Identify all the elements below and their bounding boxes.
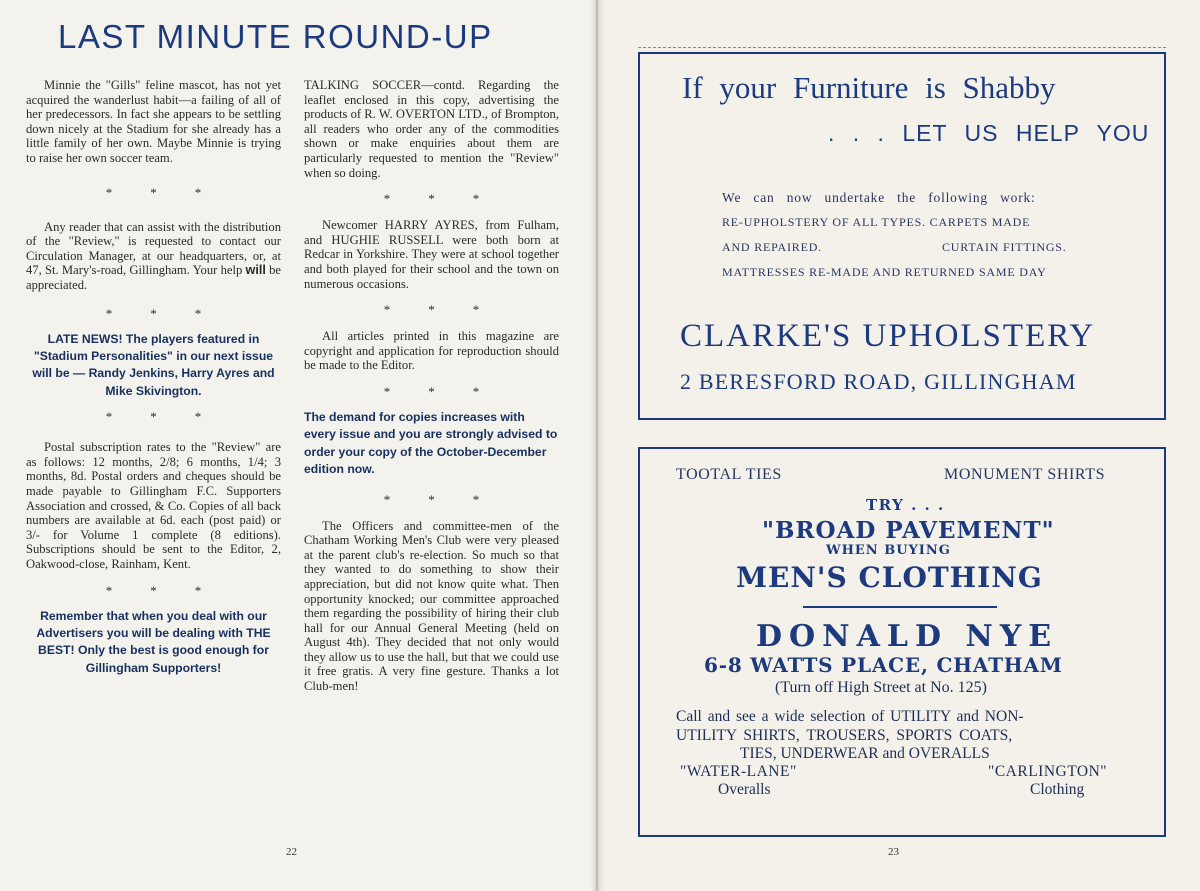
separator: * * * <box>105 409 202 425</box>
demand-note: The demand for copies increases with every issue and you are strongly advised to order your copy of the October-December edition now. <box>304 409 558 477</box>
try-text: TRY . . . <box>866 496 945 514</box>
broad-pavement-text: "BROAD PAVEMENT" <box>762 517 1055 544</box>
separator: * * * <box>105 582 202 598</box>
ad-subhead: . . . LET US HELP YOU <box>828 120 1150 146</box>
ad-headline: If your Furniture is Shabby <box>682 70 1056 105</box>
business-address: 6-8 WATTS PLACE, CHATHAM <box>704 653 1063 677</box>
brand-right: MONUMENT SHIRTS <box>944 466 1106 483</box>
when-buying-text: WHEN BUYING <box>826 543 951 558</box>
clothing-label: Clothing <box>1030 781 1085 798</box>
page-heading: LAST MINUTE ROUND-UP <box>58 18 493 55</box>
left-column <box>26 78 281 677</box>
book-gutter <box>590 0 604 891</box>
page-number: 22 <box>286 846 297 858</box>
top-rule <box>638 47 1166 48</box>
overalls-label: Overalls <box>718 781 771 798</box>
services-line: AND REPAIRED. <box>722 240 822 254</box>
right-column <box>304 78 559 694</box>
separator: * * * <box>383 191 480 207</box>
separator: * * * <box>383 383 480 399</box>
separator: * * * <box>383 302 480 318</box>
directions-text: (Turn off High Street at No. 125) <box>775 679 987 696</box>
selection-line: Call and see a wide selection of UTILITY and NON- <box>676 708 1024 725</box>
selection-line: TIES, UNDERWEAR and OVERALLS <box>740 745 990 762</box>
selection-line: UTILITY SHIRTS, TROUSERS, SPORTS COATS, <box>676 727 1013 744</box>
mascot-paragraph: Minnie the "Gills" feline mascot, has not yet acquired the wanderlust habit—a failing of all of her predecessors. In fact she appears to be settling down nicely at the Stadium for she already has a little family of her own. Maybe Minnie is trying to raise her own soccer team. <box>26 78 281 165</box>
business-address: 2 BERESFORD ROAD, GILLINGHAM <box>680 369 1077 394</box>
separator: * * * <box>105 305 202 321</box>
late-news-note: LATE NEWS! The players featured in "Stadium Personalities" in our next issue will be — Randy Jenkins, Harry Ayres and Mike Skivington. <box>32 331 275 398</box>
water-lane-brand: "WATER-LANE" <box>680 763 797 780</box>
business-name: DONALD NYE <box>756 619 1059 654</box>
page-number: 23 <box>888 846 899 858</box>
separator: * * * <box>383 491 480 507</box>
club-paragraph: The Officers and committee-men of the Chatham Working Men's Club were very pleased at the parent club's re-election. So much so that they wanted to do something to show their appreciation, but did not know quite what. Then opportunity knocked; our committee approached them regarding the possibility of hiring their club hall for our Annual General Meeting (held on August 4th). They decided that not only would they allow us to use the hall, but that we could use it free gratis. A very fine gesture. Thanks a lot Club-men! <box>304 518 559 694</box>
brand-left: TOOTAL TIES <box>676 466 782 483</box>
services-line: CURTAIN FITTINGS. <box>942 240 1067 254</box>
divider <box>803 606 997 608</box>
services-line: MATTRESSES RE-MADE AND RETURNED SAME DAY <box>722 265 1047 279</box>
newcomers-paragraph: Newcomer HARRY AYRES, from Fulham, and HUGHIE RUSSELL were both born at Redcar in Yorkshire. They were at school together and both played for their school and the town on numerous occasions. <box>304 218 559 291</box>
business-name: CLARKE'S UPHOLSTERY <box>680 318 1096 354</box>
advertisers-note: Remember that when you deal with our Advertisers you will be dealing with THE BEST! Only the best is good enough for Gillingham Supporters! <box>36 608 271 675</box>
services-intro: We can now undertake the following work: <box>722 190 1036 205</box>
talking-soccer-paragraph: TALKING SOCCER—contd. Regarding the leaflet enclosed in this copy, advertising the products of R. W. OVERTON LTD., of Brompton, all readers who order any of the commodities shown or make enquiries about them are particularly requested to mention the "Review" when so doing. <box>304 78 559 180</box>
clarke-upholstery-ad <box>638 52 1166 420</box>
subscription-paragraph: Postal subscription rates to the "Review" are as follows: 12 months, 2/8; 6 months, 1/4; 3 months, 8d. Postal orders and cheques should be made payable to Gillingham F.C. Supporters Association and crossed, & Co. Copies of all back numbers are available at 6d. each (post paid) or 3/- for Volume 1 complete (8 editions). Subscriptions should be sent to the Editor, 2, Oakwood-close, Rainham, Kent. <box>26 440 281 571</box>
distribution-paragraph: Any reader that can assist with the distribution of the "Review," is requested to contact our Circulation Manager, at our headquarters, or, at 47, St. Mary's-road, Gillingham. Your help will be appreciated. <box>26 219 281 292</box>
left-page <box>0 0 596 891</box>
copyright-paragraph: All articles printed in this magazine are copyright and application for reproduction should be made to the Editor. <box>304 329 559 373</box>
carlington-brand: "CARLINGTON" <box>988 763 1108 780</box>
donald-nye-ad <box>638 447 1166 837</box>
right-page <box>598 0 1200 891</box>
services-line: RE-UPHOLSTERY OF ALL TYPES. CARPETS MADE <box>722 215 1031 229</box>
separator: * * * <box>105 184 202 200</box>
mens-clothing-text: MEN'S CLOTHING <box>736 561 1043 594</box>
